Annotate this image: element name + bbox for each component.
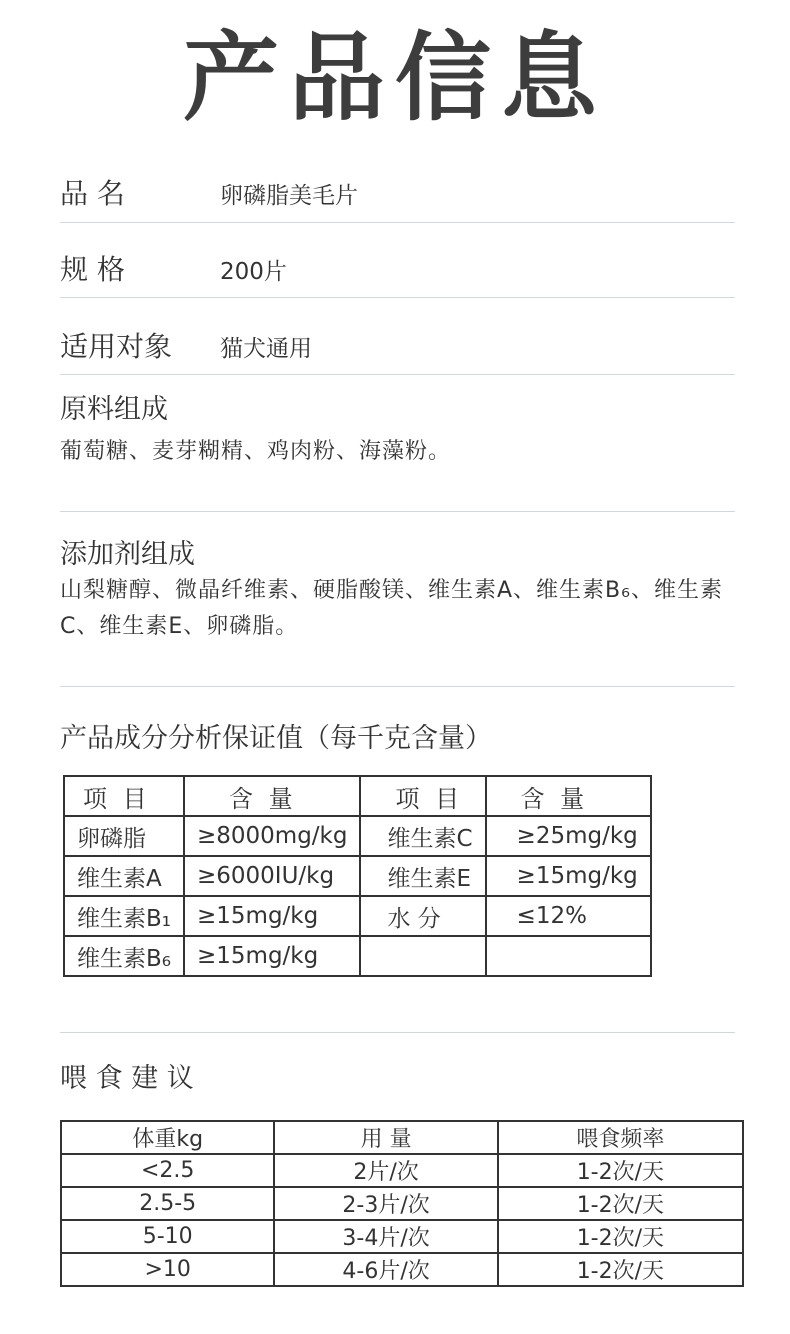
table-cell: ≥6000IU/kg [184, 856, 360, 896]
table-cell: 2-3片/次 [274, 1187, 497, 1220]
table-cell: 3-4片/次 [274, 1220, 497, 1253]
table-cell: 4-6片/次 [274, 1253, 497, 1286]
table-row [61, 1154, 743, 1187]
divider [60, 1032, 735, 1033]
divider [60, 297, 735, 298]
table-cell: ≥15mg/kg [184, 936, 360, 976]
table-header-cell: 项 目 [64, 776, 184, 816]
table-row [61, 1187, 743, 1220]
table-cell [360, 936, 485, 976]
table-cell: ≥15mg/kg [486, 856, 651, 896]
table-cell: 2.5-5 [61, 1187, 274, 1220]
table-row [64, 856, 651, 896]
table-cell: 卵磷脂 [64, 816, 184, 856]
table-row [61, 1253, 743, 1286]
table-header-cell: 含 量 [486, 776, 651, 816]
table-cell: 1-2次/天 [498, 1187, 743, 1220]
additives-title: 添加剂组成 [60, 539, 195, 570]
table-cell: 1-2次/天 [498, 1253, 743, 1286]
table-header-row [64, 776, 651, 816]
table-cell: ≥25mg/kg [486, 816, 651, 856]
table-cell: ≥15mg/kg [184, 896, 360, 936]
divider [60, 511, 735, 512]
divider [60, 686, 735, 687]
table-cell: 维生素E [360, 856, 485, 896]
table-cell: 维生素B₁ [64, 896, 184, 936]
analysis-title: 产品成分分析保证值（每千克含量） [60, 723, 492, 754]
table-cell: 维生素A [64, 856, 184, 896]
divider [60, 374, 735, 375]
feeding-table [60, 1120, 744, 1287]
table-header-row [61, 1121, 743, 1154]
table-row [64, 936, 651, 976]
table-cell [486, 936, 651, 976]
table-cell: 1-2次/天 [498, 1220, 743, 1253]
table-cell: 水 分 [360, 896, 485, 936]
divider [60, 222, 735, 223]
spec-label: 规 格 [60, 253, 125, 286]
table-header-cell: 含 量 [184, 776, 360, 816]
table-cell: ≤12% [486, 896, 651, 936]
table-row [64, 816, 651, 856]
table-cell: 维生素B₆ [64, 936, 184, 976]
table-header-cell: 喂食频率 [498, 1121, 743, 1154]
table-cell: 2片/次 [274, 1154, 497, 1187]
table-cell: 维生素C [360, 816, 485, 856]
table-cell: 5-10 [61, 1220, 274, 1253]
table-row [61, 1220, 743, 1253]
table-header-cell: 项 目 [360, 776, 485, 816]
page-title: 产品信息 [183, 22, 607, 134]
table-header-cell: 体重kg [61, 1121, 274, 1154]
table-header-cell: 用 量 [274, 1121, 497, 1154]
table-cell: >10 [61, 1253, 274, 1286]
table-row [64, 896, 651, 936]
table-cell: 1-2次/天 [498, 1154, 743, 1187]
table-cell: ≥8000mg/kg [184, 816, 360, 856]
target-value: 猫犬通用 [220, 336, 312, 362]
analysis-table [63, 775, 652, 977]
feeding-title: 喂 食 建 议 [60, 1063, 194, 1094]
spec-value: 200片 [220, 259, 287, 285]
additives-text: 山梨糖醇、微晶纤维素、硬脂酸镁、维生素A、维生素B₆、维生素C、维生素E、卵磷脂。 [60, 578, 723, 639]
product-name-label: 品 名 [60, 177, 125, 210]
target-label: 适用对象 [60, 330, 173, 363]
table-cell: <2.5 [61, 1154, 274, 1187]
ingredients-title: 原料组成 [60, 394, 168, 425]
product-name-value: 卵磷脂美毛片 [220, 183, 358, 209]
ingredients-text: 葡萄糖、麦芽糊精、鸡肉粉、海藻粉。 [60, 439, 452, 464]
